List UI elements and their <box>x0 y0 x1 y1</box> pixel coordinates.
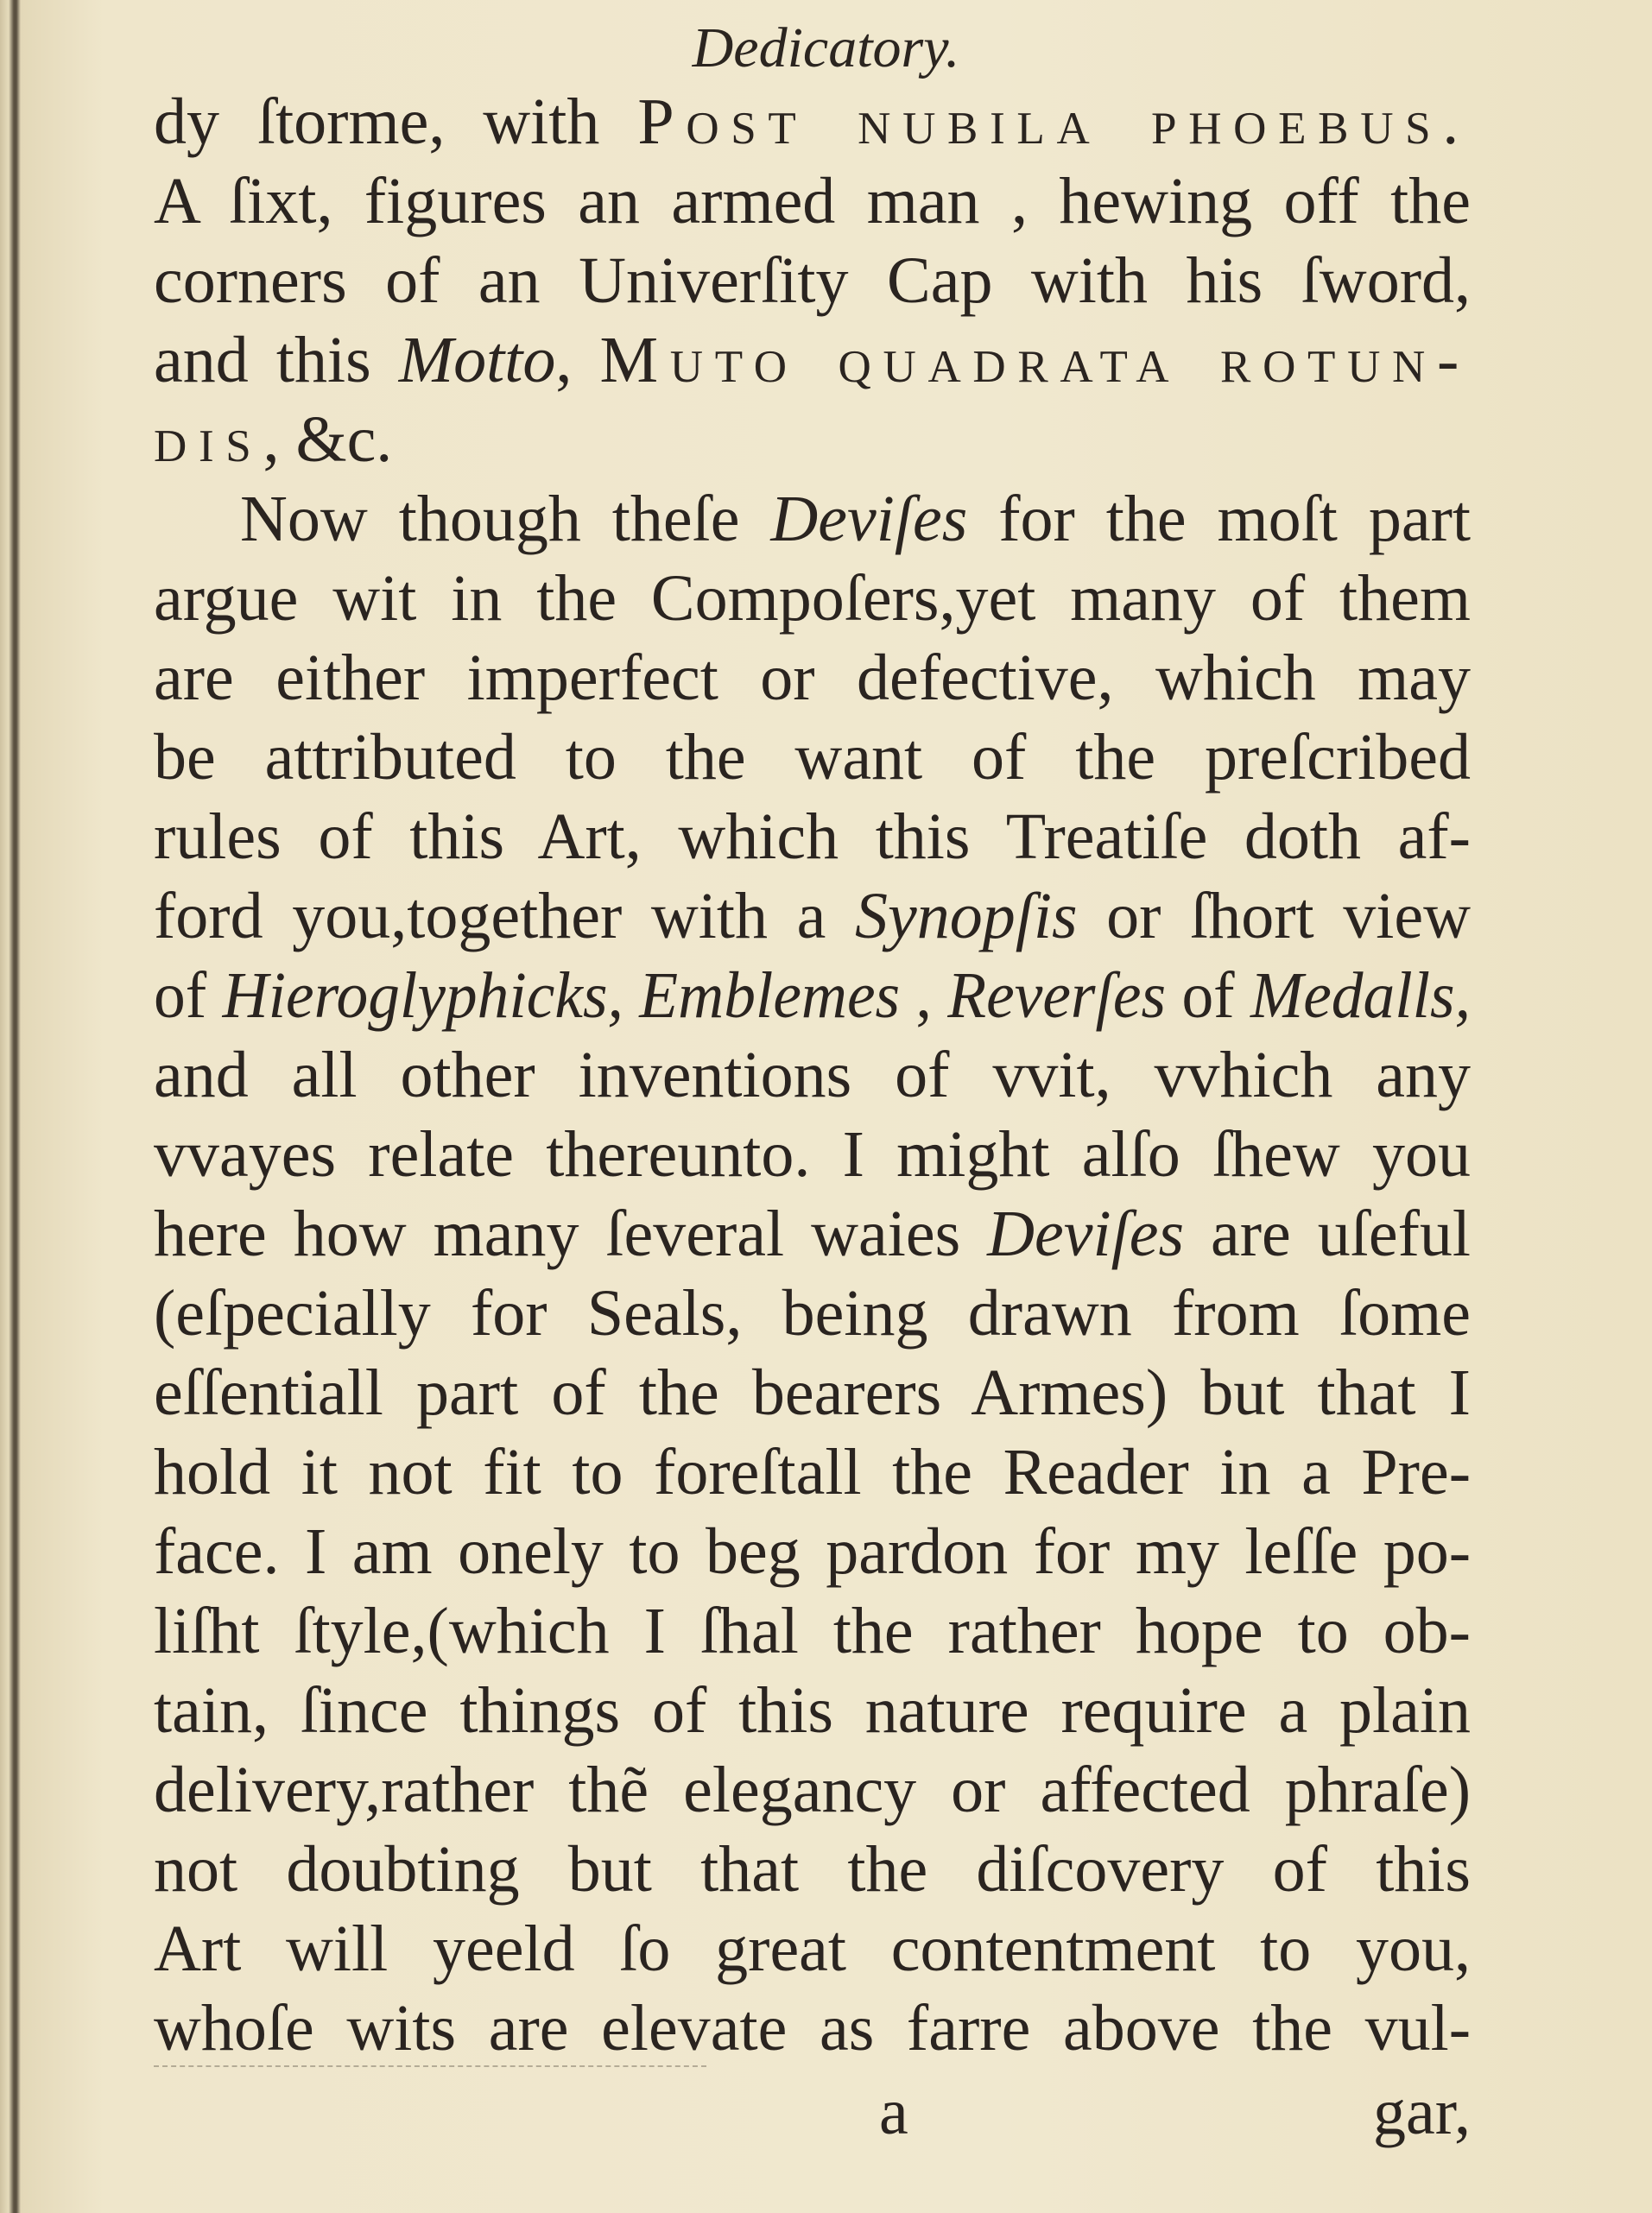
signature-mark: a <box>879 2076 908 2148</box>
text-segment: be attributed to the want of the preſcribed <box>154 721 1471 794</box>
italic-text: Synopſis <box>854 880 1078 952</box>
body-text <box>154 82 1471 2068</box>
text-line <box>154 1035 1471 1115</box>
text-segment: are either imperfect or defective, which may <box>154 642 1471 714</box>
text-line <box>154 1432 1471 1512</box>
text-line <box>154 400 1471 479</box>
text-line <box>154 479 1471 559</box>
text-line <box>154 956 1471 1035</box>
text-segment: dy ſtorme, with <box>154 85 638 158</box>
text-line <box>154 559 1471 638</box>
text-line <box>154 1909 1471 1989</box>
text-segment: delivery,rather thẽ elegancy or affected phraſe) <box>154 1754 1471 1826</box>
running-title: Dedicatory. <box>692 16 960 79</box>
text-line <box>154 1194 1471 1274</box>
text-line <box>154 320 1471 400</box>
text-segment: whoſe wits are elevate as farre above the vul- <box>154 1992 1471 2064</box>
text-segment: ford you,together with a <box>154 880 855 952</box>
text-segment: , <box>900 959 948 1032</box>
page-footer <box>154 2072 1471 2152</box>
text-segment: vvayes relate thereunto. I might alſo ſhew you <box>154 1118 1471 1191</box>
text-segment: A ſixt, figures an armed man , hewing off the <box>154 165 1471 237</box>
text-segment: and all other inventions of vvit, vvhich any <box>154 1039 1471 1111</box>
text-segment: here how many ſeveral waies <box>154 1198 988 1270</box>
small-caps-text: Post nubila phoebus. <box>637 85 1471 158</box>
text-segment: Art will yeeld ſo great contentment to you, <box>154 1913 1471 1985</box>
text-segment: liſht ſtyle,(which I ſhal the rather hope to ob- <box>154 1595 1471 1667</box>
text-segment: , &c. <box>263 403 393 476</box>
text-line <box>154 82 1471 161</box>
italic-text: Hieroglyphicks, Emblemes <box>222 959 901 1032</box>
text-segment: are uſeful <box>1184 1198 1471 1270</box>
text-segment: face. I am onely to beg pardon for my leſſe po- <box>154 1515 1471 1588</box>
italic-text: Reverſes <box>947 959 1167 1032</box>
text-line <box>154 718 1471 797</box>
text-line <box>154 1830 1471 1909</box>
text-segment: tain, ſince things of this nature require a plain <box>154 1674 1471 1747</box>
italic-text: Deviſes <box>770 483 968 555</box>
text-segment: of <box>1166 959 1251 1032</box>
text-segment: of <box>154 959 223 1032</box>
text-line <box>154 1512 1471 1591</box>
text-line <box>154 241 1471 320</box>
italic-text: Medalls, <box>1250 959 1472 1032</box>
catchword: gar, <box>1373 2076 1471 2148</box>
text-segment: Now though theſe <box>240 483 771 555</box>
text-segment: and this <box>154 324 399 396</box>
text-line <box>154 638 1471 718</box>
text-segment: corners of an Univerſity Cap with his ſword, <box>154 244 1471 317</box>
text-segment: , <box>555 324 600 396</box>
text-line <box>154 1750 1471 1830</box>
text-segment: for the moſt part <box>967 483 1471 555</box>
text-line <box>154 1989 1471 2068</box>
text-segment: (eſpecially for Seals, being drawn from ſome <box>154 1277 1471 1350</box>
text-segment: rules of this Art, which this Treatiſe doth af- <box>154 800 1471 873</box>
italic-text: Motto <box>398 324 556 396</box>
small-caps-text: Muto quadrata rotun- <box>599 324 1471 396</box>
text-segment: hold it not fit to foreſtall the Reader in a Pre- <box>154 1436 1471 1508</box>
text-segment: argue wit in the Compoſers,yet many of them <box>154 562 1471 635</box>
text-line <box>154 1115 1471 1194</box>
small-caps-text: dis <box>154 403 263 476</box>
text-line <box>154 1274 1471 1353</box>
text-line <box>154 797 1471 876</box>
text-line <box>154 1591 1471 1671</box>
faded-rule <box>154 2065 706 2067</box>
text-segment: not doubting but that the diſcovery of this <box>154 1833 1471 1906</box>
text-segment: or ſhort view <box>1077 880 1471 952</box>
italic-text: Deviſes <box>987 1198 1185 1270</box>
text-line <box>154 1671 1471 1750</box>
text-line <box>154 161 1471 241</box>
text-line <box>154 876 1471 956</box>
text-segment: eſſentiall part of the bearers Armes) but that I <box>154 1356 1471 1429</box>
text-line <box>154 1353 1471 1432</box>
